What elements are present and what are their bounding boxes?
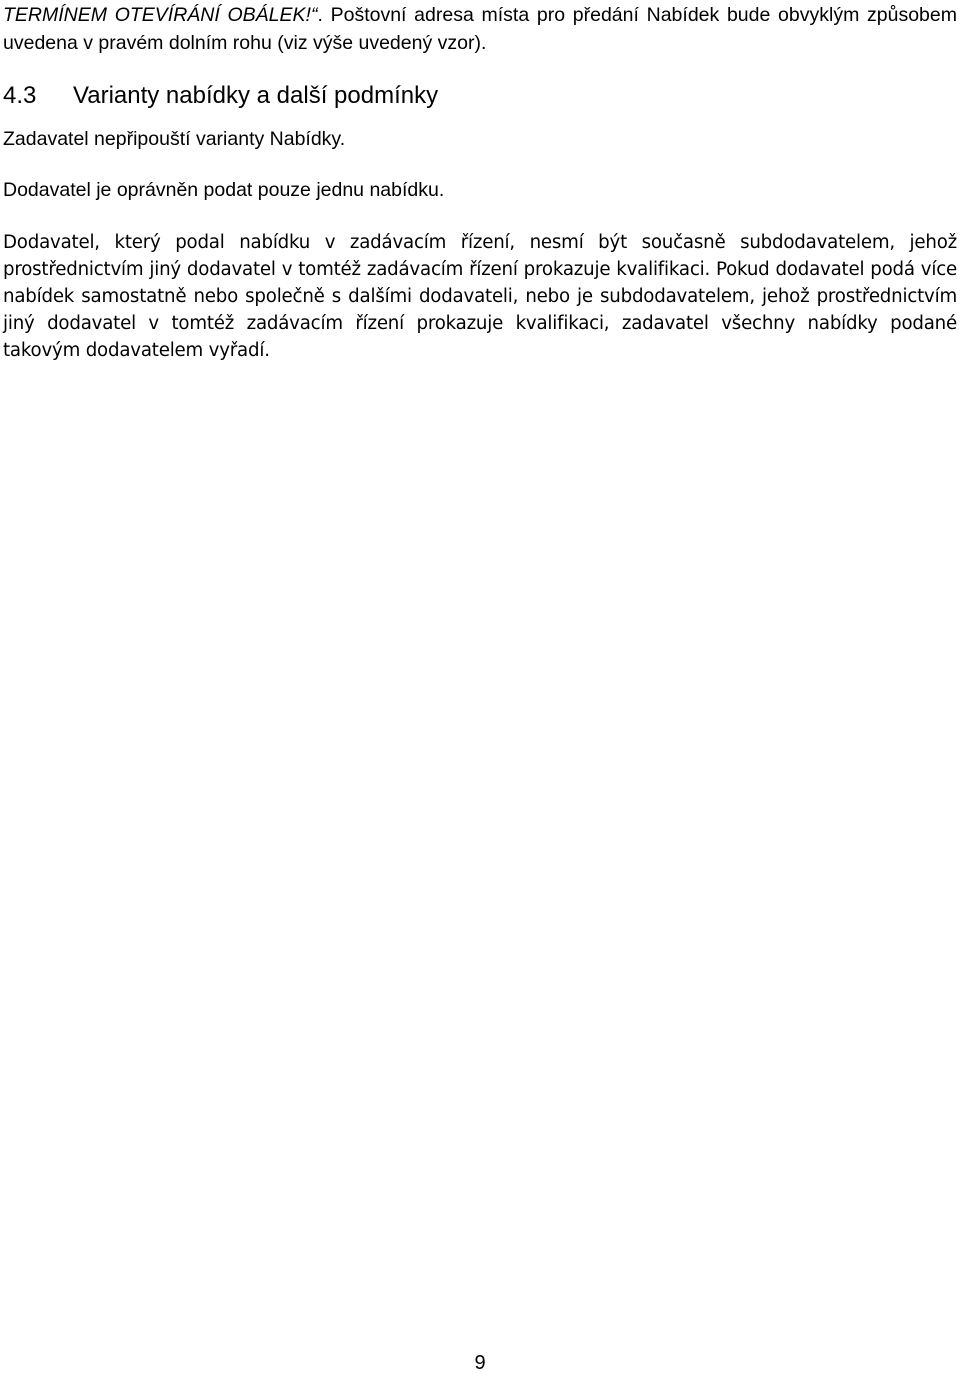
paragraph-single-bid: Dodavatel je oprávněn podat pouze jednu nabídku. [3,179,445,201]
paragraph-subcontractor-rule: Dodavatel, který podal nabídku v zadávacím řízení, nesmí být současně subdodavatelem, jehož prostřednictvím jiný dodavatel v tomtéž zadávacím řízení prokazuje kvalifikaci. Pokud dodavatel podá více nabídek samostatně nebo společně s dalšími dodavateli, nebo je subdodavatelem, jehož prostřednictvím jiný dodavatel v tomtéž zadávacím řízení prokazuje kvalifikaci, zadavatel všechny nabídky podané takovým dodavatelem vyřadí. [3,232,957,361]
paragraph-variants: Zadavatel nepřipouští varianty Nabídky. [3,128,346,150]
section-number: 4.3 [3,82,37,109]
intro-emphasis: TERMÍNEM OTEVÍRÁNÍ OBÁLEK!“ [3,4,318,26]
section-title: Varianty nabídky a další podmínky [73,82,439,109]
intro-text: . Poštovní adresa místa pro předání Nabídek bude obvyklým způsobem uvedena v pravém dolním rohu (viz výše uvedený vzor). [3,4,957,54]
page-number: 9 [474,1352,486,1374]
section-heading [3,79,438,113]
intro-paragraph [3,1,957,57]
